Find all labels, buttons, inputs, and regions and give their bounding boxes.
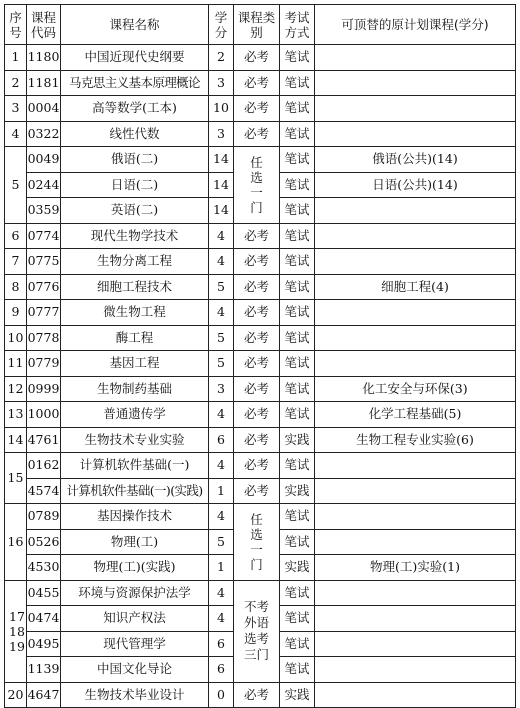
credit-cell: 5: [209, 351, 234, 377]
exam-cell: 笔试: [280, 45, 315, 71]
replace-cell: 俄语(公共)(14): [315, 147, 516, 173]
credit-cell: 2: [209, 45, 234, 71]
exam-cell: 笔试: [280, 274, 315, 300]
category-cell: 必考: [234, 223, 280, 249]
code-cell: 4761: [27, 427, 61, 453]
code-cell: 0244: [27, 172, 61, 198]
category-cell: 必考: [234, 478, 280, 504]
seq-cell: 3: [5, 96, 27, 122]
code-cell: 0526: [27, 529, 61, 555]
credit-cell: 6: [209, 427, 234, 453]
category-cell: 必考: [234, 351, 280, 377]
exam-cell: 笔试: [280, 504, 315, 530]
code-cell: 0789: [27, 504, 61, 530]
table-row: [5, 453, 516, 479]
exam-cell: 笔试: [280, 325, 315, 351]
exam-cell: 笔试: [280, 453, 315, 479]
replace-cell: [315, 682, 516, 708]
replace-cell: 日语(公共)(14): [315, 172, 516, 198]
name-cell: 中国文化导论: [61, 657, 209, 683]
name-cell: 高等数学(工本): [61, 96, 209, 122]
exam-cell: 实践: [280, 682, 315, 708]
table-row: [5, 402, 516, 428]
category-cell: 任选一门: [234, 147, 280, 224]
seq-cell: 13: [5, 402, 27, 428]
credit-cell: 4: [209, 300, 234, 326]
table-row: [5, 300, 516, 326]
exam-cell: 笔试: [280, 70, 315, 96]
credit-cell: 1: [209, 555, 234, 581]
code-cell: 0455: [27, 580, 61, 606]
table-row: [5, 478, 516, 504]
replace-cell: [315, 657, 516, 683]
table-row: [5, 274, 516, 300]
name-cell: 细胞工程技术: [61, 274, 209, 300]
credit-cell: 5: [209, 274, 234, 300]
code-cell: 0999: [27, 376, 61, 402]
credit-cell: 14: [209, 198, 234, 224]
category-cell: 必考: [234, 96, 280, 122]
exam-cell: 笔试: [280, 223, 315, 249]
code-cell: 0778: [27, 325, 61, 351]
name-cell: 现代管理学: [61, 631, 209, 657]
code-cell: 4530: [27, 555, 61, 581]
seq-cell: 9: [5, 300, 27, 326]
code-cell: 1139: [27, 657, 61, 683]
name-cell: 计算机软件基础(一)(实践): [61, 478, 209, 504]
table-row: [5, 325, 516, 351]
name-cell: 生物技术专业实验: [61, 427, 209, 453]
seq-cell: 2: [5, 70, 27, 96]
credit-cell: 14: [209, 147, 234, 173]
name-cell: 日语(二): [61, 172, 209, 198]
name-cell: 物理(工)(实践): [61, 555, 209, 581]
code-cell: 0774: [27, 223, 61, 249]
credit-cell: 4: [209, 504, 234, 530]
exam-cell: 笔试: [280, 657, 315, 683]
name-cell: 生物分离工程: [61, 249, 209, 275]
category-cell: 必考: [234, 249, 280, 275]
credit-cell: 10: [209, 96, 234, 122]
table-row: [5, 147, 516, 173]
table-row: [5, 351, 516, 377]
code-cell: 0359: [27, 198, 61, 224]
table-row: [5, 249, 516, 275]
name-cell: 英语(二): [61, 198, 209, 224]
header-code: 课程代码: [27, 5, 61, 45]
code-cell: 1181: [27, 70, 61, 96]
name-cell: 环境与资源保护法学: [61, 580, 209, 606]
credit-cell: 4: [209, 223, 234, 249]
course-table-wrapper: [4, 4, 516, 708]
name-cell: 物理(工): [61, 529, 209, 555]
table-row: [5, 427, 516, 453]
category-cell: 必考: [234, 325, 280, 351]
replace-cell: [315, 453, 516, 479]
replace-cell: [315, 45, 516, 71]
code-cell: 0049: [27, 147, 61, 173]
seq-cell: 5: [5, 147, 27, 224]
seq-cell: 12: [5, 376, 27, 402]
category-cell: 必考: [234, 45, 280, 71]
replace-cell: [315, 249, 516, 275]
credit-cell: 6: [209, 657, 234, 683]
credit-cell: 3: [209, 121, 234, 147]
code-cell: 0322: [27, 121, 61, 147]
table-row: [5, 580, 516, 606]
replace-cell: [315, 198, 516, 224]
credit-cell: 14: [209, 172, 234, 198]
code-cell: 0004: [27, 96, 61, 122]
table-row: [5, 70, 516, 96]
replace-cell: [315, 529, 516, 555]
credit-cell: 5: [209, 529, 234, 555]
replace-cell: [315, 325, 516, 351]
replace-cell: 生物工程专业实验(6): [315, 427, 516, 453]
header-category: 课程类别: [234, 5, 280, 45]
exam-cell: 笔试: [280, 631, 315, 657]
table-row: [5, 376, 516, 402]
exam-cell: 笔试: [280, 96, 315, 122]
seq-cell: 17 18 19: [5, 580, 27, 682]
category-cell: 必考: [234, 453, 280, 479]
seq-cell: 1: [5, 45, 27, 71]
credit-cell: 5: [209, 325, 234, 351]
code-cell: 0162: [27, 453, 61, 479]
exam-cell: 笔试: [280, 121, 315, 147]
credit-cell: 4: [209, 402, 234, 428]
credit-cell: 4: [209, 249, 234, 275]
seq-cell: 11: [5, 351, 27, 377]
table-row: [5, 223, 516, 249]
exam-cell: 笔试: [280, 300, 315, 326]
table-row: [5, 504, 516, 530]
replace-cell: [315, 351, 516, 377]
credit-cell: 4: [209, 606, 234, 632]
exam-cell: 笔试: [280, 376, 315, 402]
table-row: [5, 96, 516, 122]
credit-cell: 4: [209, 580, 234, 606]
exam-cell: 实践: [280, 555, 315, 581]
replace-cell: [315, 121, 516, 147]
code-cell: 1180: [27, 45, 61, 71]
exam-cell: 实践: [280, 427, 315, 453]
name-cell: 普通遗传学: [61, 402, 209, 428]
header-row: [5, 5, 516, 45]
category-cell: 任选一门: [234, 504, 280, 581]
header-replace: 可顶替的原计划课程(学分): [315, 5, 516, 45]
header-credit: 学分: [209, 5, 234, 45]
name-cell: 酶工程: [61, 325, 209, 351]
name-cell: 马克思主义基本原理概论: [61, 70, 209, 96]
replace-cell: [315, 96, 516, 122]
name-cell: 生物技术毕业设计: [61, 682, 209, 708]
category-cell: 必考: [234, 682, 280, 708]
seq-cell: 20: [5, 682, 27, 708]
category-cell: 必考: [234, 121, 280, 147]
seq-cell: 7: [5, 249, 27, 275]
replace-cell: [315, 223, 516, 249]
exam-cell: 笔试: [280, 351, 315, 377]
name-cell: 基因操作技术: [61, 504, 209, 530]
replace-cell: [315, 606, 516, 632]
code-cell: 0776: [27, 274, 61, 300]
code-cell: 4647: [27, 682, 61, 708]
seq-cell: 8: [5, 274, 27, 300]
exam-cell: 笔试: [280, 529, 315, 555]
exam-cell: 笔试: [280, 606, 315, 632]
exam-cell: 笔试: [280, 172, 315, 198]
name-cell: 线性代数: [61, 121, 209, 147]
replace-cell: [315, 300, 516, 326]
replace-cell: [315, 631, 516, 657]
name-cell: 生物制药基础: [61, 376, 209, 402]
replace-cell: [315, 504, 516, 530]
replace-cell: 化工安全与环保(3): [315, 376, 516, 402]
category-cell: 必考: [234, 70, 280, 96]
name-cell: 知识产权法: [61, 606, 209, 632]
code-cell: 0495: [27, 631, 61, 657]
name-cell: 现代生物学技术: [61, 223, 209, 249]
seq-cell: 16: [5, 504, 27, 581]
seq-cell: 15: [5, 453, 27, 504]
category-cell: 不考外语选考三门: [234, 580, 280, 682]
exam-cell: 笔试: [280, 147, 315, 173]
code-cell: 0779: [27, 351, 61, 377]
credit-cell: 6: [209, 631, 234, 657]
seq-cell: 6: [5, 223, 27, 249]
header-exam: 考试方式: [280, 5, 315, 45]
credit-cell: 3: [209, 376, 234, 402]
seq-cell: 14: [5, 427, 27, 453]
name-cell: 基因工程: [61, 351, 209, 377]
seq-cell: 4: [5, 121, 27, 147]
category-cell: 必考: [234, 427, 280, 453]
seq-cell: 10: [5, 325, 27, 351]
exam-cell: 笔试: [280, 402, 315, 428]
code-cell: 0777: [27, 300, 61, 326]
credit-cell: 3: [209, 70, 234, 96]
code-cell: 4574: [27, 478, 61, 504]
replace-cell: [315, 580, 516, 606]
name-cell: 计算机软件基础(一): [61, 453, 209, 479]
exam-cell: 笔试: [280, 580, 315, 606]
header-name: 课程名称: [61, 5, 209, 45]
name-cell: 微生物工程: [61, 300, 209, 326]
name-cell: 俄语(二): [61, 147, 209, 173]
header-seq: 序号: [5, 5, 27, 45]
category-cell: 必考: [234, 274, 280, 300]
code-cell: 1000: [27, 402, 61, 428]
credit-cell: 0: [209, 682, 234, 708]
category-cell: 必考: [234, 402, 280, 428]
code-cell: 0775: [27, 249, 61, 275]
course-table: [4, 4, 516, 708]
credit-cell: 4: [209, 453, 234, 479]
replace-cell: 细胞工程(4): [315, 274, 516, 300]
name-cell: 中国近现代史纲要: [61, 45, 209, 71]
replace-cell: 化学工程基础(5): [315, 402, 516, 428]
exam-cell: 实践: [280, 478, 315, 504]
code-cell: 0474: [27, 606, 61, 632]
table-row: [5, 682, 516, 708]
replace-cell: [315, 478, 516, 504]
replace-cell: [315, 70, 516, 96]
table-row: [5, 45, 516, 71]
category-cell: 必考: [234, 376, 280, 402]
exam-cell: 笔试: [280, 198, 315, 224]
credit-cell: 1: [209, 478, 234, 504]
replace-cell: 物理(工)实验(1): [315, 555, 516, 581]
category-cell: 必考: [234, 300, 280, 326]
table-row: [5, 121, 516, 147]
exam-cell: 笔试: [280, 249, 315, 275]
